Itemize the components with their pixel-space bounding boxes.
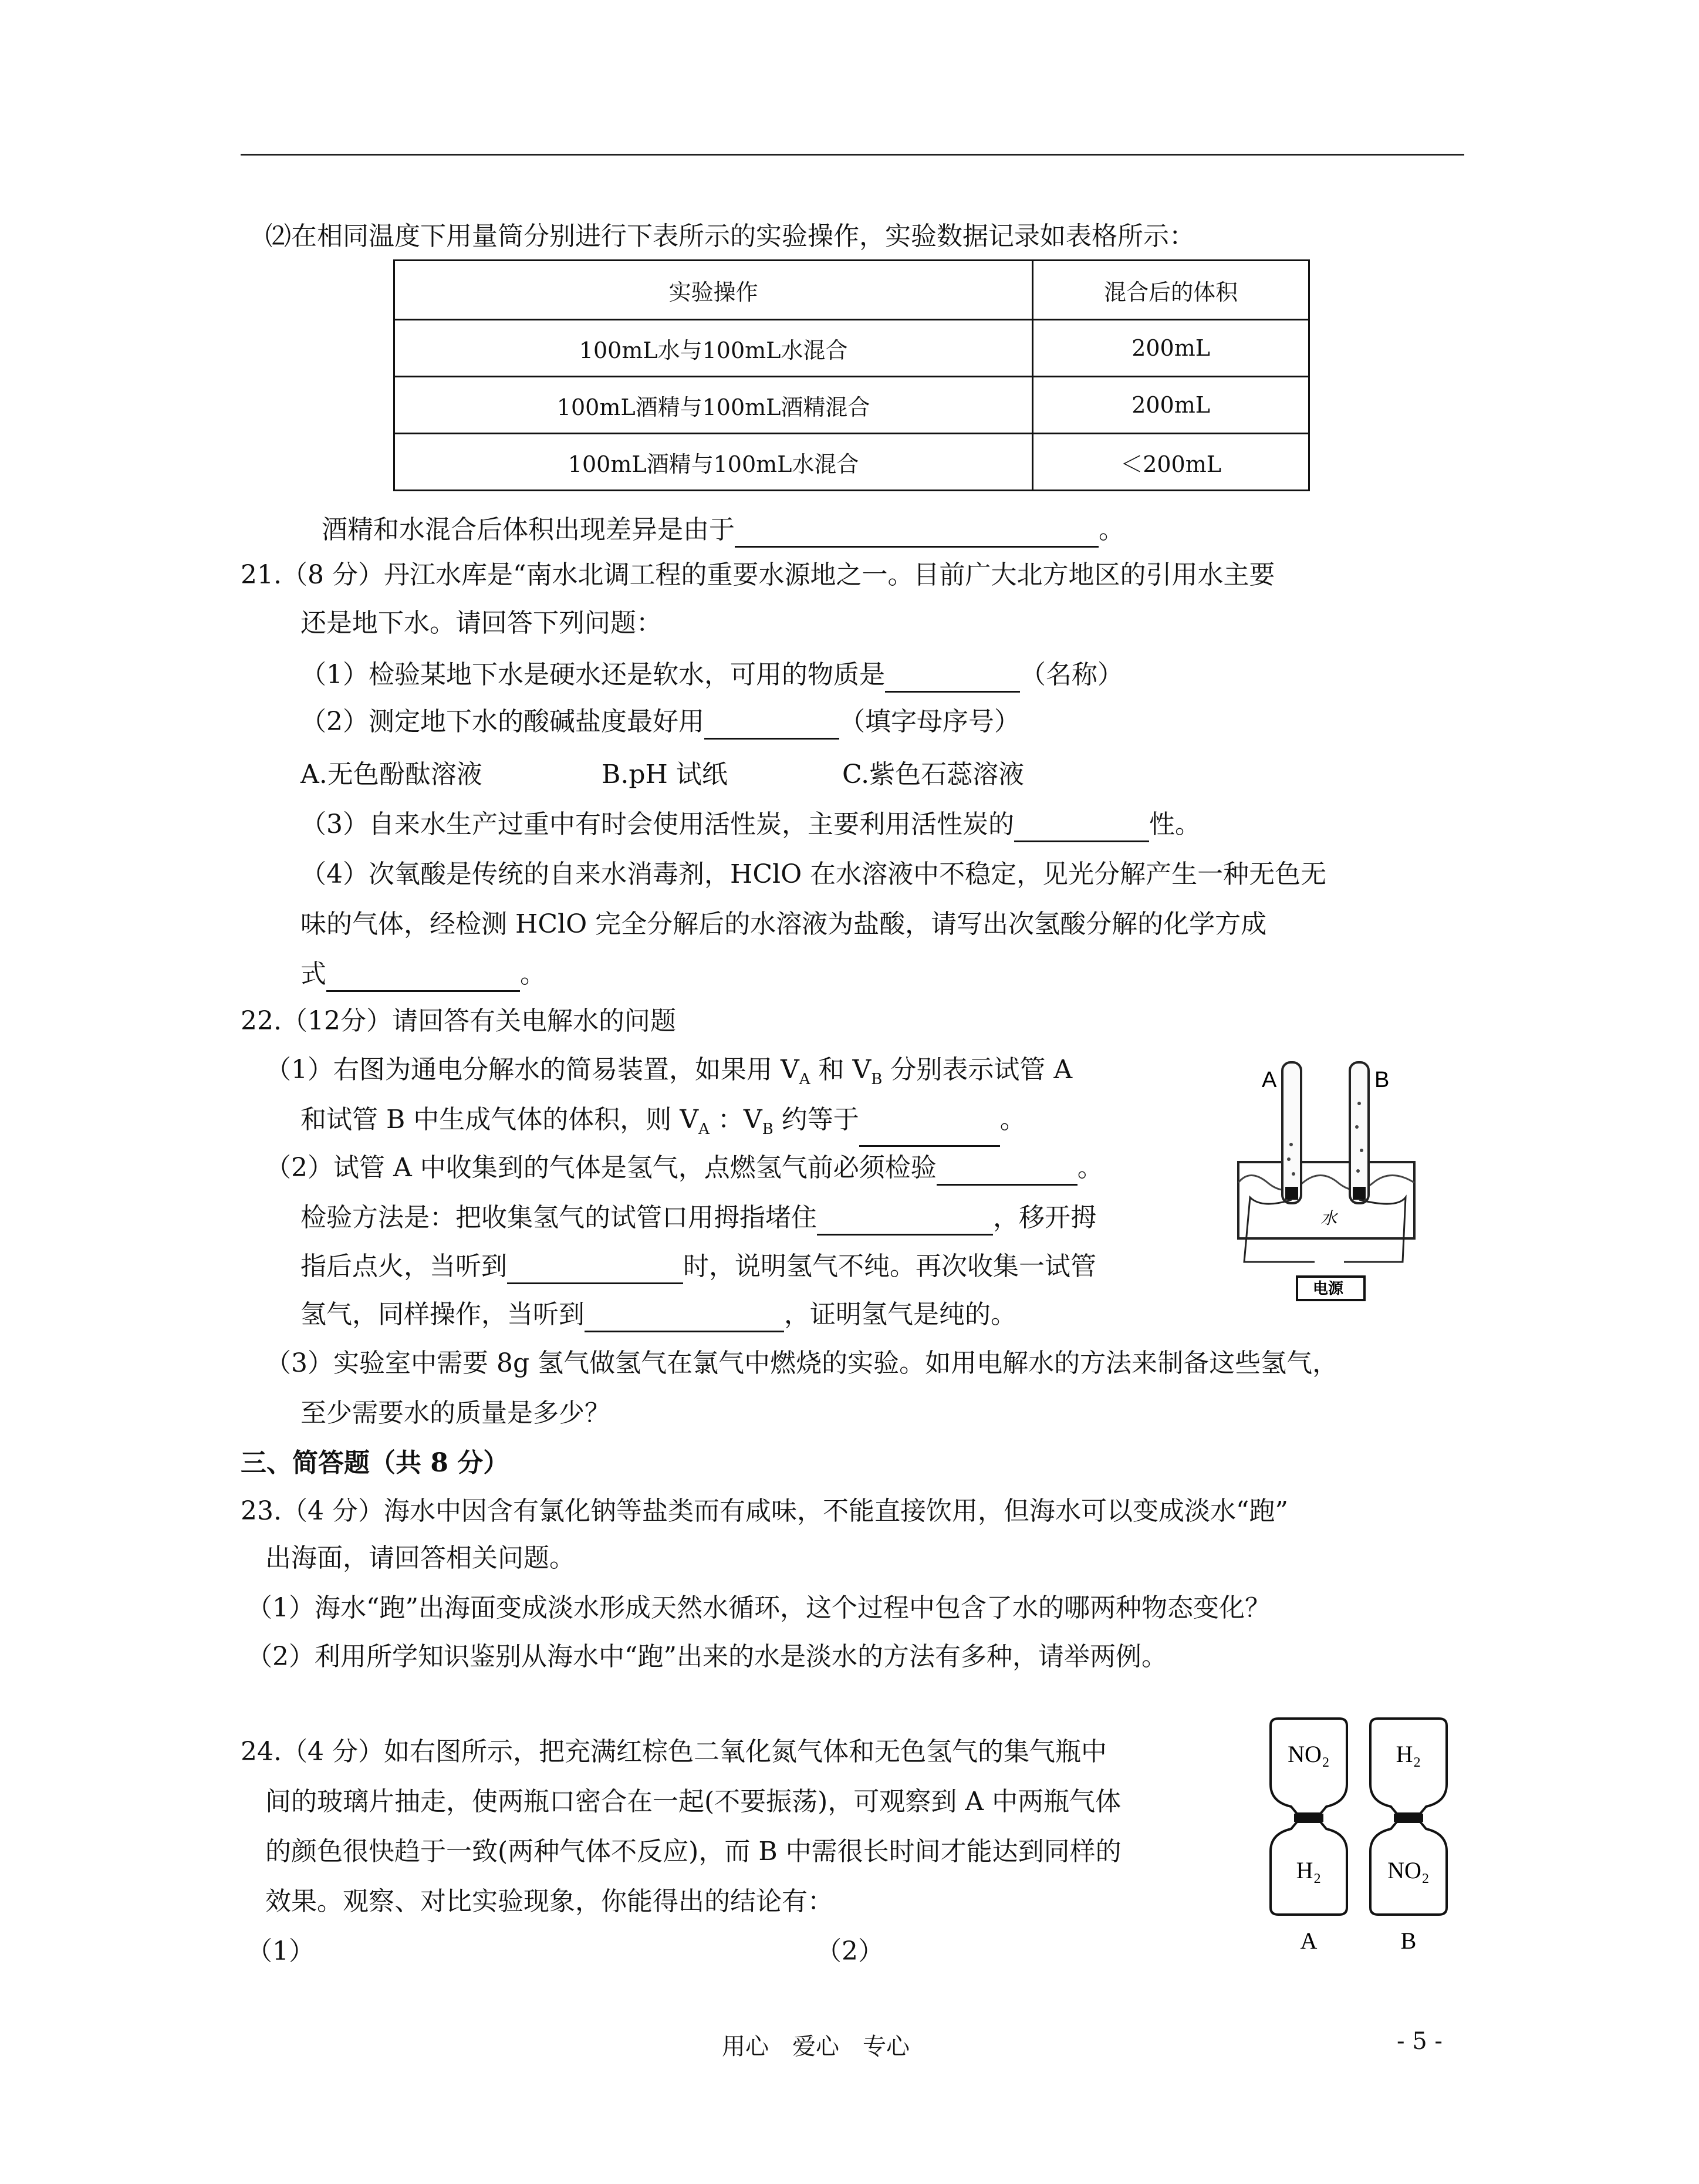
a-bottom-gas-label: H₂: [1296, 1857, 1322, 1883]
answer-blank[interactable]: [326, 963, 520, 992]
table-cell: 100mL酒精与100mL酒精混合: [394, 377, 1033, 434]
q23-part2: （2）利用所学知识鉴别从海水中“跑”出来的水是淡水的方法有多种，请举两例。: [246, 1642, 1167, 1672]
answer-blank[interactable]: [817, 1207, 993, 1236]
q21-p4-text: 式: [300, 959, 326, 989]
q21-option-b: B.pH 试纸: [602, 759, 728, 789]
q23-line1: 23.（4 分）海水中因含有氯化钠等盐类而有咸味，不能直接饮用，但海水可以变成淡水“跑”: [241, 1496, 1288, 1526]
answer-blank[interactable]: [507, 1255, 683, 1284]
q21-part4-line3: [300, 957, 546, 992]
q21-p2-text: （2）测定地下水的酸碱盐度最好用: [300, 707, 704, 737]
answer-blank[interactable]: [585, 1304, 784, 1332]
q21-part3: [300, 807, 1201, 842]
q22-text: 和 V: [810, 1055, 872, 1085]
q21-p3-text: （3）自来水生产过重中有时会使用活性炭，主要利用活性炭的: [300, 809, 1014, 839]
table-cell: 100mL水与100mL水混合: [394, 320, 1033, 377]
electrolysis-apparatus-figure: [1227, 1051, 1432, 1303]
b-top-gas-label: H₂: [1396, 1741, 1421, 1767]
figure-label-a: A: [1262, 1068, 1277, 1092]
q22-part2-line4: [300, 1297, 1016, 1332]
q20-question: [322, 512, 1124, 548]
experiment-table: [393, 259, 1310, 491]
a-top-gas-label: NO₂: [1288, 1741, 1330, 1767]
q22-text: 检验方法是：把收集氢气的试管口用拇指堵住: [300, 1203, 817, 1233]
table-header-cell: 混合后的体积: [1033, 261, 1309, 320]
subscript: B: [871, 1070, 883, 1088]
q22-text: 分别表示试管 A: [882, 1055, 1073, 1085]
header-rule: [241, 154, 1464, 156]
q21-part4-line1: （4）次氧酸是传统的自来水消毒剂，HClO 在水溶液中不稳定，见光分解产生一种无色无: [300, 859, 1327, 889]
q22-part1-line1: [265, 1052, 1072, 1097]
q21-part4-line2: 味的气体，经检测 HClO 完全分解后的水溶液为盐酸，请写出次氢酸分解的化学方成: [300, 909, 1267, 939]
q21-part1: [300, 657, 1123, 693]
table-row: [394, 377, 1309, 434]
gas-diffusion-figure: [1262, 1714, 1479, 1960]
answer-blank[interactable]: [704, 711, 839, 740]
answer-blank[interactable]: [937, 1157, 1078, 1186]
q24-answer-2: （2）: [816, 1936, 884, 1966]
answer-blank[interactable]: [1014, 813, 1149, 842]
q21-p1-hint: （名称）: [1020, 660, 1123, 690]
q21-option-a: A.无色酚酞溶液: [300, 759, 482, 789]
q22-text: 和试管 B 中生成气体的体积，则 V: [300, 1105, 699, 1135]
q22-part3-line2: 至少需要水的质量是多少？: [300, 1398, 610, 1428]
q24-line2: 间的玻璃片抽走，使两瓶口密合在一起(不要振荡)，可观察到 A 中两瓶气体: [265, 1787, 1122, 1817]
figure-label-b: B: [1374, 1068, 1390, 1092]
q21-line1: 21.（8 分）丹江水库是“南水北调工程的重要水源地之一。目前广大北方地区的引用水主要: [241, 560, 1275, 590]
q22-text: 时，说明氢气不纯。再次收集一试管: [683, 1251, 1096, 1281]
q22-part2-line3: [300, 1249, 1096, 1284]
q20-intro: ⑵在相同温度下用量筒分别进行下表所示的实验操作，实验数据记录如表格所示：: [265, 221, 1195, 251]
q22-text: 约等于: [773, 1105, 859, 1135]
page-number: - 5 -: [1397, 2028, 1443, 2055]
table-row: [394, 434, 1309, 491]
q21-p2-hint: （填字母序号）: [839, 707, 1020, 737]
q22-text: （2）试管 A 中收集到的气体是氢气，点燃氢气前必须检验: [265, 1153, 937, 1183]
q21-part2: [300, 704, 1020, 740]
q22-part2-line2: [300, 1200, 1096, 1236]
q24-answer-1: （1）: [246, 1936, 315, 1966]
subscript: A: [698, 1120, 710, 1138]
table-cell: 100mL酒精与100mL水混合: [394, 434, 1033, 491]
figure-label-b: B: [1400, 1928, 1417, 1954]
q22-text: 。: [999, 1105, 1026, 1135]
q22-text: ，证明氢气是纯的。: [784, 1299, 1016, 1329]
q21-p3-end: 性。: [1149, 809, 1201, 839]
q22-text: 氢气，同样操作，当听到: [300, 1299, 585, 1329]
subscript: A: [799, 1070, 810, 1088]
answer-blank[interactable]: [735, 519, 1099, 548]
table-cell: 200mL: [1033, 320, 1309, 377]
subscript: B: [762, 1120, 773, 1138]
q24-line3: 的颜色很快趋于一致(两种气体不反应)，而 B 中需很长时间才能达到同样的: [265, 1837, 1122, 1866]
q22-part1-line2: [300, 1102, 1026, 1147]
q21-line2: 还是地下水。请回答下列问题：: [300, 608, 662, 638]
table-row: [394, 320, 1309, 377]
footer-slogan: 用心 爱心 专心: [722, 2033, 910, 2060]
table-cell: 200mL: [1033, 377, 1309, 434]
q23-part1: （1）海水“跑”出海面变成淡水形成天然水循环，这个过程中包含了水的哪两种物态变化？: [246, 1593, 1271, 1623]
figure-label-a: A: [1300, 1928, 1318, 1954]
q20-question-text: 酒精和水混合后体积出现差异是由于: [322, 515, 735, 545]
q22-text: （1）右图为通电分解水的简易装置，如果用 V: [265, 1055, 799, 1085]
b-bottom-gas-label: NO₂: [1387, 1857, 1430, 1883]
q22-text: ：V: [709, 1105, 762, 1135]
q22-part2-line1: [265, 1150, 1103, 1186]
section-3-title: 三、简答题（共 8 分）: [241, 1448, 509, 1478]
q21-option-c: C.紫色石蕊溶液: [842, 759, 1025, 789]
q23-line2: 出海面，请回答相关问题。: [265, 1543, 575, 1573]
q20-end: 。: [1099, 515, 1124, 545]
table-header-row: [394, 261, 1309, 320]
answer-blank[interactable]: [885, 664, 1020, 693]
water-label: 水: [1320, 1209, 1337, 1228]
q22-text: ，移开拇: [993, 1203, 1096, 1233]
q21-p4-end: 。: [520, 959, 546, 989]
q24-line1: 24.（4 分）如右图所示，把充满红棕色二氧化氮气体和无色氢气的集气瓶中: [241, 1737, 1107, 1767]
q22-title: 22.（12分）请回答有关电解水的问题: [241, 1006, 676, 1036]
q21-p1-text: （1）检验某地下水是硬水还是软水，可用的物质是: [300, 660, 885, 690]
answer-blank[interactable]: [859, 1118, 1000, 1147]
table-cell: ＜200mL: [1033, 434, 1309, 491]
q22-text: 指后点火，当听到: [300, 1251, 507, 1281]
power-supply-label: 电源: [1313, 1280, 1344, 1298]
q24-line4: 效果。观察、对比实验现象，你能得出的结论有：: [265, 1886, 833, 1916]
q22-part3-line1: （3）实验室中需要 8g 氢气做氢气在氯气中燃烧的实验。如用电解水的方法来制备这些氢气，: [265, 1348, 1339, 1378]
table-header-cell: 实验操作: [394, 261, 1033, 320]
q22-text: 。: [1077, 1153, 1103, 1183]
